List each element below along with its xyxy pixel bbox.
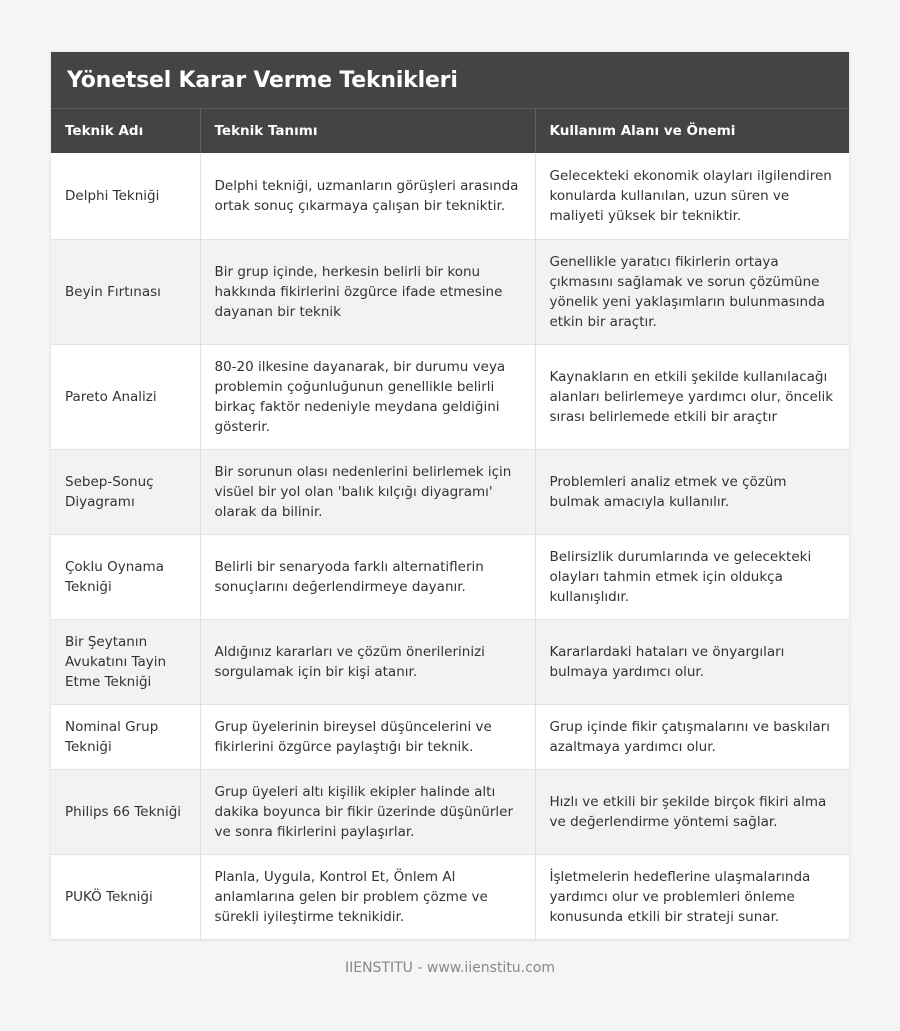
- cell-name: Sebep-Sonuç Diyagramı: [51, 449, 200, 534]
- techniques-table: [51, 109, 849, 940]
- cell-definition: Bir grup içinde, herkesin belirli bir konu hakkında fikirlerini özgürce ifade etmesine dayanan bir teknik: [200, 239, 535, 344]
- cell-definition: Grup üyeleri altı kişilik ekipler halinde altı dakika boyunca bir fikir üzerinde düşünürler ve sonra fikirlerini paylaşırlar.: [200, 769, 535, 854]
- cell-name: Delphi Tekniği: [51, 153, 200, 239]
- cell-name: Pareto Analizi: [51, 344, 200, 449]
- table-row: [51, 449, 849, 534]
- cell-definition: Planla, Uygula, Kontrol Et, Önlem Al anlamlarına gelen bir problem çözme ve sürekli iyileştirme teknikidir.: [200, 854, 535, 939]
- cell-definition: Bir sorunun olası nedenlerini belirlemek için visüel bir yol olan 'balık kılçığı diyagramı' olarak da bilinir.: [200, 449, 535, 534]
- cell-definition: Delphi tekniği, uzmanların görüşleri arasında ortak sonuç çıkarmaya çalışan bir tekniktir.: [200, 153, 535, 239]
- cell-usage: Kararlardaki hataları ve önyargıları bulmaya yardımcı olur.: [535, 619, 849, 704]
- table-row: [51, 704, 849, 769]
- cell-name: PUKÖ Tekniği: [51, 854, 200, 939]
- table-row: [51, 534, 849, 619]
- cell-name: Nominal Grup Tekniği: [51, 704, 200, 769]
- title-bar: [51, 52, 849, 109]
- column-header-usage: Kullanım Alanı ve Önemi: [535, 109, 849, 153]
- cell-usage: İşletmelerin hedeflerine ulaşmalarında yardımcı olur ve problemleri önleme konusunda etkili bir strateji sunar.: [535, 854, 849, 939]
- page-title: Yönetsel Karar Verme Teknikleri: [67, 67, 458, 93]
- cell-name: Philips 66 Tekniği: [51, 769, 200, 854]
- cell-usage: Hızlı ve etkili bir şekilde birçok fikiri alma ve değerlendirme yöntemi sağlar.: [535, 769, 849, 854]
- cell-definition: Belirli bir senaryoda farklı alternatiflerin sonuçlarını değerlendirmeye dayanır.: [200, 534, 535, 619]
- table-row: [51, 769, 849, 854]
- cell-name: Çoklu Oynama Tekniği: [51, 534, 200, 619]
- cell-usage: Genellikle yaratıcı fikirlerin ortaya çıkmasını sağlamak ve sorun çözümüne yönelik yeni yaklaşımların bulunmasında etkin bir araçtır.: [535, 239, 849, 344]
- cell-definition: 80-20 ilkesine dayanarak, bir durumu veya problemin çoğunluğunun genellikle belirli birkaç faktör nedeniyle meydana geldiğini gösterir.: [200, 344, 535, 449]
- footer-credit: IIENSTITU - www.iienstitu.com: [344, 960, 556, 976]
- cell-usage: Gelecekteki ekonomik olayları ilgilendiren konularda kullanılan, uzun süren ve maliyeti yüksek bir tekniktir.: [535, 153, 849, 239]
- table-row: [51, 619, 849, 704]
- cell-definition: Grup üyelerinin bireysel düşüncelerini ve fikirlerini özgürce paylaştığı bir teknik.: [200, 704, 535, 769]
- table-row: [51, 344, 849, 449]
- cell-usage: Problemleri analiz etmek ve çözüm bulmak amacıyla kullanılır.: [535, 449, 849, 534]
- table-row: [51, 153, 849, 239]
- cell-name: Bir Şeytanın Avukatını Tayin Etme Tekniği: [51, 619, 200, 704]
- table-row: [51, 239, 849, 344]
- cell-name: Beyin Fırtınası: [51, 239, 200, 344]
- cell-definition: Aldığınız kararları ve çözüm önerilerinizi sorgulamak için bir kişi atanır.: [200, 619, 535, 704]
- techniques-card: [51, 52, 849, 940]
- cell-usage: Kaynakların en etkili şekilde kullanılacağı alanları belirlemeye yardımcı olur, öncelik sırası belirlemede etkili bir araçtır: [535, 344, 849, 449]
- cell-usage: Belirsizlik durumlarında ve gelecekteki olayları tahmin etmek için oldukça kullanışlıdır.: [535, 534, 849, 619]
- table-header-row: [51, 109, 849, 153]
- cell-usage: Grup içinde fikir çatışmalarını ve baskıları azaltmaya yardımcı olur.: [535, 704, 849, 769]
- table-row: [51, 854, 849, 939]
- column-header-name: Teknik Adı: [51, 109, 200, 153]
- column-header-definition: Teknik Tanımı: [200, 109, 535, 153]
